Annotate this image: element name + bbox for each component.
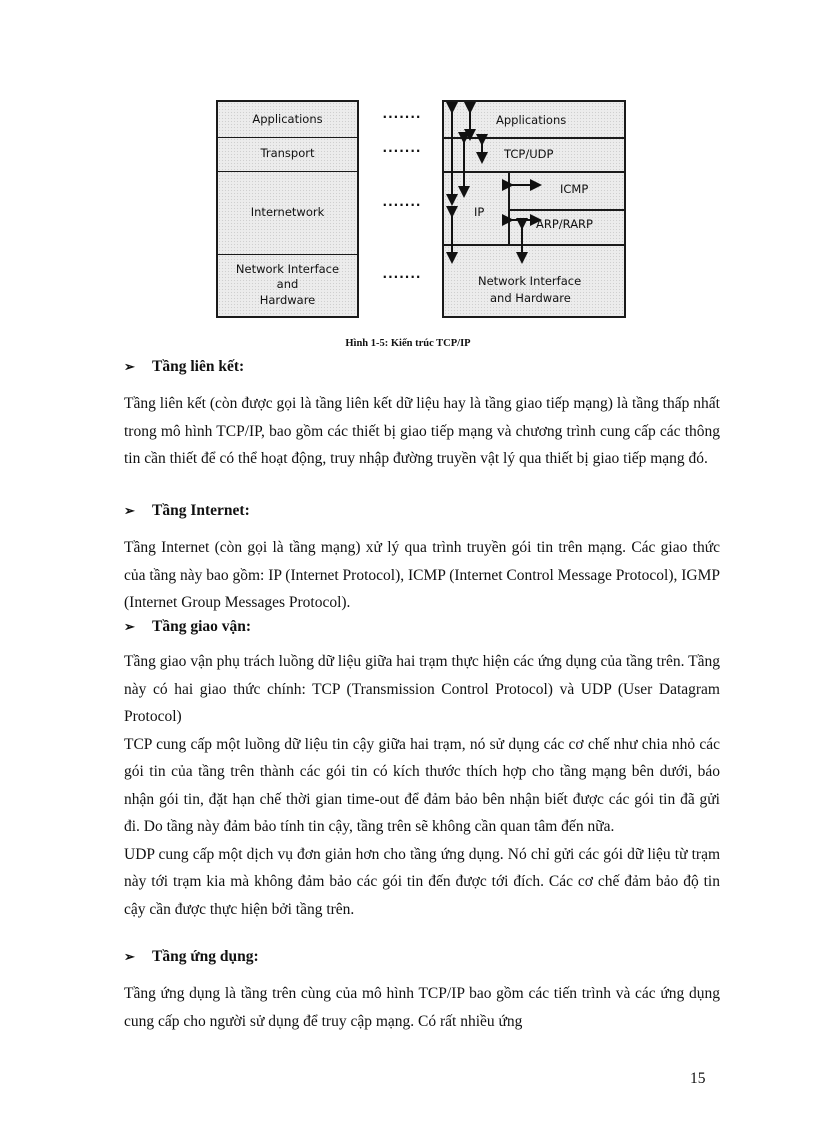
section-body xyxy=(124,980,720,1035)
paragraph: TCP cung cấp một luồng dữ liệu tin cậy giữa hai trạm, nó sử dụng các cơ chế như chia nhỏ các gói tin của tầng trên thành các gói tin có kích thước thích hợp cho tầng mạng bên dưới, báo nhận gói tin, đặt hạn chế thời gian time-out để đảm bảo bên nhận biết được các gói tin đã gửi đi. Do tầng này đảm bảo tính tin cậy, tầng trên sẽ không cần quan tâm đến nữa. xyxy=(124,735,720,835)
label-tcp-udp: TCP/UDP xyxy=(504,147,554,161)
label-and-hardware: and Hardware xyxy=(490,291,571,305)
heading-text: Tầng liên kết: xyxy=(152,358,245,375)
data-flow-arrows xyxy=(442,100,626,318)
arrow-bullet-icon: ➢ xyxy=(124,619,135,634)
paragraph: Tầng liên kết (còn được gọi là tầng liên kết dữ liệu hay là tầng giao tiếp mạng) là tầng thấp nhất trong mô hình TCP/IP, bao gồm các thiết bị giao tiếp mạng và chương trình cung cấp các thông tin cần thiết để có thể hoạt động, truy nhập đường truyền vật lý qua thiết bị giao tiếp mạng đó. xyxy=(124,395,720,467)
label-network-interface: Network Interface xyxy=(478,274,582,288)
dotted-connector: ······· xyxy=(382,198,422,212)
label-arp-rarp: ARP/RARP xyxy=(536,217,593,231)
heading-text: Tầng ứng dụng: xyxy=(152,948,259,965)
dotted-connector: ······· xyxy=(382,144,422,158)
heading-text: Tầng giao vận: xyxy=(152,618,252,635)
section-body xyxy=(124,534,720,617)
label-ip: IP xyxy=(474,205,485,219)
section-heading xyxy=(124,502,250,520)
heading-text: Tầng Internet: xyxy=(152,502,250,519)
dotted-connector: ······· xyxy=(382,110,422,124)
label-icmp: ICMP xyxy=(560,182,589,196)
label-applications: Applications xyxy=(496,113,567,127)
figure-caption: Hình 1-5: Kiến trúc TCP/IP xyxy=(345,338,471,349)
section-body xyxy=(124,390,720,473)
paragraph: Tầng Internet (còn gọi là tầng mạng) xử lý qua trình truyền gói tin trên mạng. Các giao thức của tầng này bao gồm: IP (Internet Protocol), ICMP (Internet Control Message Protocol), IGMP (Internet Group Messages Protocol). xyxy=(124,539,720,611)
paragraph: Tầng ứng dụng là tầng trên cùng của mô hình TCP/IP bao gồm các tiến trình và các ứng dụng cung cấp cho người sử dụng để truy cập mạng. Có rất nhiều ứng xyxy=(124,985,720,1030)
layer-internetwork: Internetwork xyxy=(218,171,357,255)
layer-network-interface: Network Interface and Hardware xyxy=(235,261,340,307)
section-heading xyxy=(124,358,244,376)
dotted-connector: ······· xyxy=(382,270,422,284)
layer-applications: Applications xyxy=(218,102,357,138)
osi-layer-stack xyxy=(216,100,359,318)
paragraph: UDP cung cấp một dịch vụ đơn giản hơn cho tầng ứng dụng. Nó chỉ gửi các gói dữ liệu từ trạm này tới trạm kia mà không đảm bảo các gói tin đến được tới đích. Các cơ chế đảm bảo độ tin cậy cần được thực hiện bởi tầng trên. xyxy=(124,845,720,918)
arrow-bullet-icon: ➢ xyxy=(124,949,135,964)
tcpip-architecture-figure xyxy=(214,98,632,328)
arrow-bullet-icon: ➢ xyxy=(124,503,135,518)
section-heading xyxy=(124,618,251,636)
layer-transport: Transport xyxy=(218,137,357,172)
section-body xyxy=(124,648,720,923)
arrow-bullet-icon: ➢ xyxy=(124,359,135,374)
page-number: 15 xyxy=(690,1070,706,1087)
paragraph: Tầng giao vận phụ trách luồng dữ liệu giữa hai trạm thực hiện các ứng dụng của tầng trên. Tầng này có hai giao thức chính: TCP (Transmission Control Protocol) và UDP (User Datagram Protocol) xyxy=(124,653,720,725)
section-heading xyxy=(124,948,259,966)
